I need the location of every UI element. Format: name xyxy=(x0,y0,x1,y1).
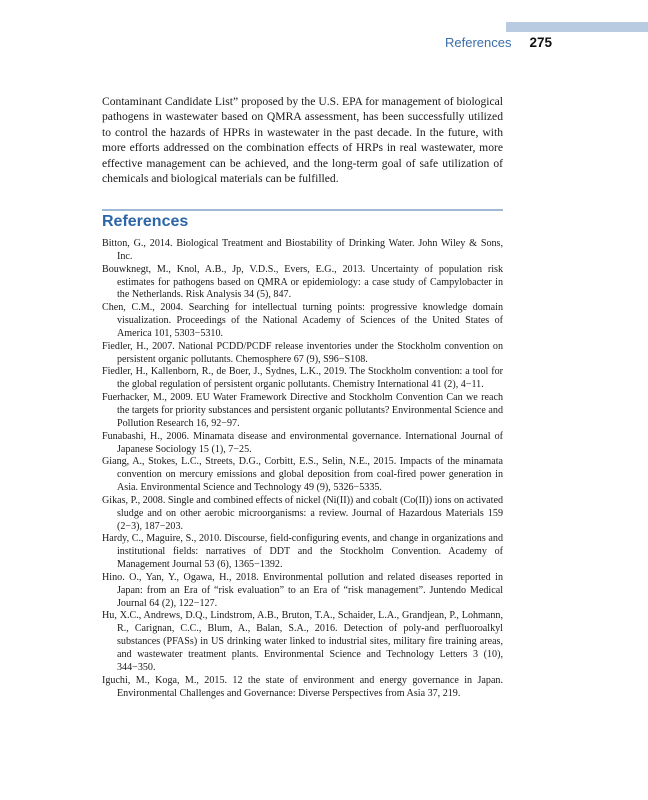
reference-entry: Fiedler, H., Kallenborn, R., de Boer, J., Sydnes, L.K., 2019. The Stockholm convention: a tool for the global regulation of persistent organic pollutants. Chemistry International 41 (2), 4−11. xyxy=(102,366,503,391)
reference-entry: Hino. O., Yan, Y., Ogawa, H., 2018. Environmental pollution and related diseases reported in Japan: from an Era of “risk evaluation” to an Era of “risk management”. Juntendo Medical Journal 64 (2), 122−127. xyxy=(102,571,503,609)
reference-entry: Iguchi, M., Koga, M., 2015. 12 the state of environment and energy governance in Japan. Environmental Challenges and Governance: Diverse Perspectives from Asia 37, 219. xyxy=(102,674,503,699)
reference-entry: Giang, A., Stokes, L.C., Streets, D.G., Corbitt, E.S., Selin, N.E., 2015. Impacts of the minamata convention on mercury emissions and global deposition from coal-fired power generation in Asia. Environmental Science and Technology 49 (9), 5326−5335. xyxy=(102,456,503,494)
reference-entry: Chen, C.M., 2004. Searching for intellectual turning points: progressive knowledge domain visualization. Proceedings of the National Academy of Sciences of the United States of America 101, 5303−5310. xyxy=(102,302,503,339)
page-header xyxy=(445,35,552,50)
reference-list xyxy=(102,238,503,700)
reference-entry: Gikas, P., 2008. Single and combined effects of nickel (Ni(II)) and cobalt (Co(II)) ions on activated sludge and on other aerobic microorganisms: a review. Journal of Hazardous Materials 159 (2−3), 187−203. xyxy=(102,494,503,532)
references-heading: References xyxy=(102,213,189,230)
page-number: 275 xyxy=(529,35,552,50)
reference-entry: Bouwknegt, M., Knol, A.B., Jp, V.D.S., Evers, E.G., 2013. Uncertainty of population risk estimates for pathogens based on QMRA or epidemiology: a case study of Campylobacter in the Netherlands. Risk Analysis 34 (5), 847. xyxy=(102,263,503,301)
header-accent-bar xyxy=(506,22,648,32)
reference-entry: Bitton, G., 2014. Biological Treatment and Biostability of Drinking Water. John Wiley & Sons, Inc. xyxy=(102,238,503,262)
section-divider xyxy=(102,209,503,211)
body-paragraph: Contaminant Candidate List” proposed by the U.S. EPA for management of biological pathogens in wastewater based on QMRA assessment, has been successfully utilized to control the hazards of HPRs in wastewater in the past decade. In the future, with more efforts addressed on the combination effects of HRPs in real wastewater, more effective management can be achieved, and the long-term goal of safe utilization of chemicals and biological materials can be fulfilled. xyxy=(102,95,503,186)
reference-entry: Fuerhacker, M., 2009. EU Water Framework Directive and Stockholm Convention Can we reach the targets for priority substances and persistent organic pollutants? Environmental Science and Pollution Research 16, 92−97. xyxy=(102,392,503,429)
reference-entry: Fiedler, H., 2007. National PCDD/PCDF release inventories under the Stockholm convention on persistent organic pollutants. Chemosphere 67 (9), S96−S108. xyxy=(102,340,503,365)
running-title: References xyxy=(444,35,512,50)
reference-entry: Funabashi, H., 2006. Minamata disease and environmental governance. International Journal of Japanese Sociology 15 (1), 7−25. xyxy=(102,430,503,455)
reference-entry: Hardy, C., Maguire, S., 2010. Discourse, field-configuring events, and change in organizations and institutional fields: narratives of DDT and the Stockholm Convention. Academy of Management Journal 53 (6), 1365−1392. xyxy=(102,533,503,571)
reference-entry: Hu, X.C., Andrews, D.Q., Lindstrom, A.B., Bruton, T.A., Schaider, L.A., Grandjean, P., Lohmann, R., Carignan, C.C., Blum, A., Balan, S.A., 2016. Detection of poly-and perfluoroalkyl substances (PFASs) in US drinking water linked to industrial sites, military fire training areas, and wastewater treatment plants. Environmental Science and Technology Letters 3 (10), 344−350. xyxy=(102,610,503,673)
